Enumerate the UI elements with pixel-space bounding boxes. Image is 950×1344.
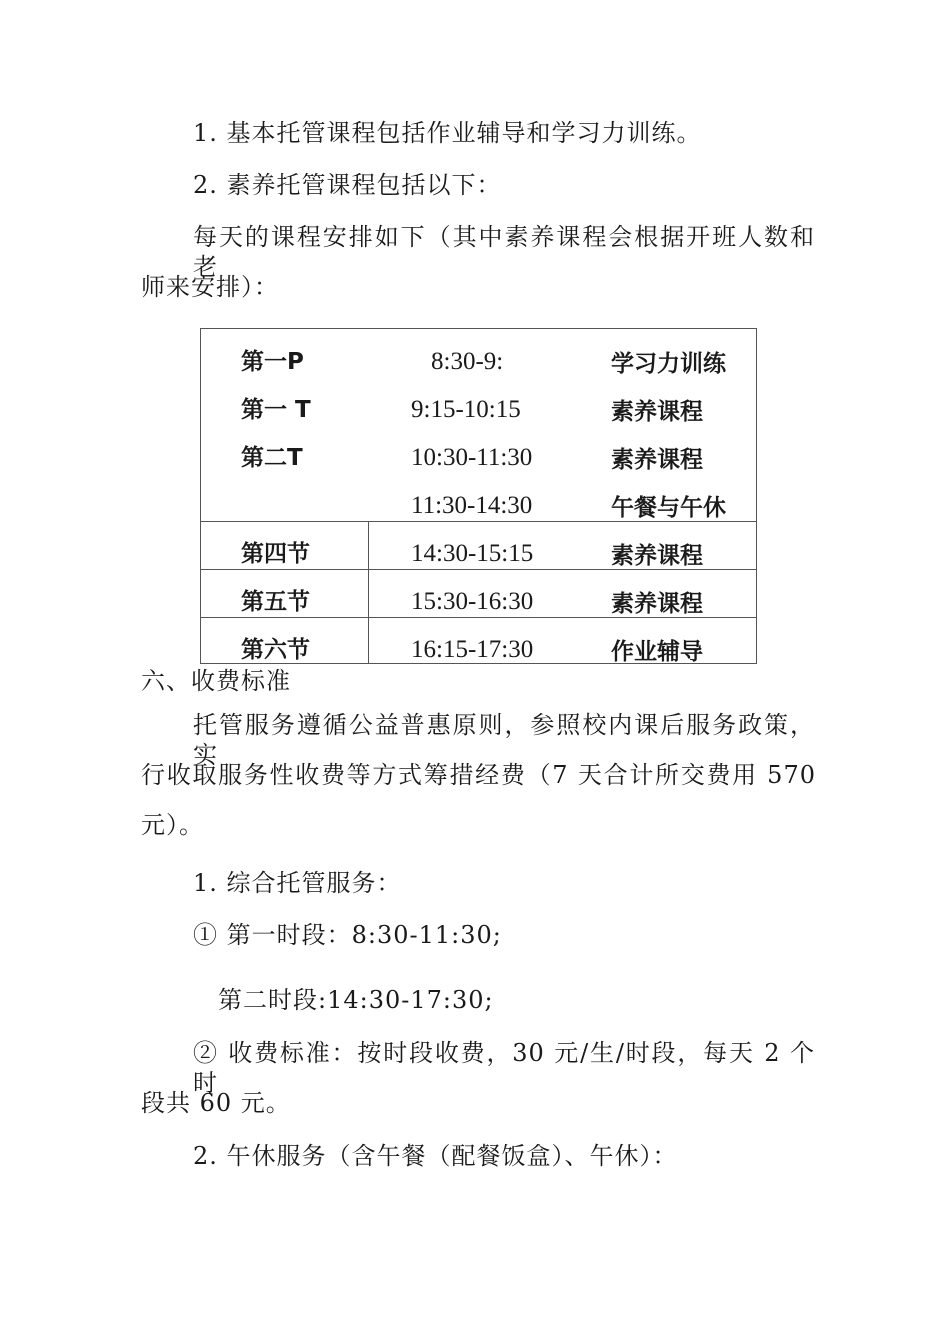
time-cell: 11:30-14:30 [411,492,533,519]
fees-paragraph-line-3: 元）。 [141,811,204,839]
fees-paragraph-line-2: 行收取服务性收费等方式筹措经费（7 天合计所交费用 570 [141,761,816,789]
fees-standard-line-2: 段共 60 元。 [141,1089,291,1117]
time-cell: 15:30-16:30 [411,588,534,615]
fees-heading: 六、收费标准 [141,667,291,695]
table-column-divider [368,521,369,663]
time-cell: 8:30-9: [431,348,504,375]
time-cell: 14:30-15:15 [411,540,534,567]
period-cell: 第一 T [241,397,311,423]
intro-line-2: 2. 素养托管课程包括以下： [193,171,502,199]
fees-standard-line-1: ② 收费标准：按时段收费，30 元/生/时段，每天 2 个时 [193,1039,815,1097]
fees-paragraph-line-1: 托管服务遵循公益普惠原则，参照校内课后服务政策， 实 [193,711,815,769]
fees-item-1: 1. 综合托管服务： [193,869,402,897]
intro-line-4: 师来安排）： [141,273,279,301]
intro-line-1: 1. 基本托管课程包括作业辅导和学习力训练。 [193,119,702,147]
period-cell: 第四节 [241,541,310,567]
course-cell: 素养课程 [611,399,703,425]
course-cell: 学习力训练 [611,351,726,377]
intro-line-3: 每天的课程安排如下（其中素养课程会根据开班人数和 老 [193,223,815,281]
fees-slot-2: 第二时段:14:30-17:30; [218,986,494,1014]
time-cell: 16:15-17:30 [411,636,534,663]
period-cell: 第五节 [241,589,310,615]
time-cell: 10:30-11:30 [411,444,533,471]
period-cell: 第二T [241,445,303,471]
fees-item-2: 2. 午休服务（含午餐（配餐饭盒）、午休）： [193,1142,678,1170]
period-cell: 第一P [241,349,304,375]
course-cell: 素养课程 [611,543,703,569]
period-cell: 第六节 [241,637,310,663]
schedule-table [200,328,757,664]
fees-slot-1: ① 第一时段：8:30-11:30; [193,921,502,949]
course-cell: 作业辅导 [611,639,703,665]
course-cell: 午餐与午休 [611,495,726,521]
course-cell: 素养课程 [611,447,703,473]
time-cell: 9:15-10:15 [411,396,521,423]
course-cell: 素养课程 [611,591,703,617]
